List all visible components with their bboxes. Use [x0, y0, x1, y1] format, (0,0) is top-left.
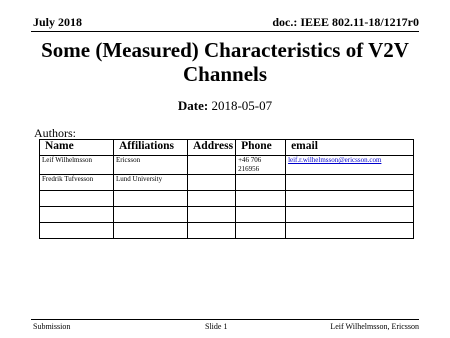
- header-affiliations: Affiliations: [114, 140, 188, 156]
- date-value: 2018-05-07: [211, 98, 273, 113]
- cell-email: [286, 207, 414, 223]
- cell-name: Fredrik Tufvesson: [40, 175, 114, 191]
- cell-email: [286, 223, 414, 239]
- footer-divider: [31, 319, 419, 320]
- header-divider: [31, 31, 419, 32]
- footer-slide-number: Slide 1: [205, 322, 228, 331]
- cell-address: [188, 207, 236, 223]
- cell-name: Leif Wilhelmsson: [40, 156, 114, 175]
- header-phone: Phone: [236, 140, 286, 156]
- table-row: [40, 207, 414, 223]
- footer-submission: Submission: [33, 322, 71, 331]
- cell-address: [188, 191, 236, 207]
- slide-title: Some (Measured) Characteristics of V2V Channels: [41, 38, 409, 86]
- header-doc-id: doc.: IEEE 802.11-18/1217r0: [272, 15, 419, 29]
- cell-address: [188, 223, 236, 239]
- footer-author: Leif Wilhelmsson, Ericsson: [330, 322, 419, 331]
- slide-date: [0, 98, 450, 114]
- cell-affiliation: Ericsson: [114, 156, 188, 175]
- cell-phone: [236, 207, 286, 223]
- cell-address: [188, 156, 236, 175]
- table-row: [40, 223, 414, 239]
- table-row: [40, 175, 414, 191]
- cell-affiliation: [114, 191, 188, 207]
- cell-name: [40, 207, 114, 223]
- cell-email: [286, 191, 414, 207]
- header-name: Name: [40, 140, 114, 156]
- table-row: [40, 191, 414, 207]
- authors-label: Authors:: [34, 126, 76, 140]
- cell-email: [286, 175, 414, 191]
- cell-affiliation: [114, 207, 188, 223]
- table-row: [40, 156, 414, 175]
- cell-name: [40, 223, 114, 239]
- header-email: email: [286, 140, 414, 156]
- cell-affiliation: [114, 223, 188, 239]
- header-date: July 2018: [33, 15, 83, 29]
- email-link[interactable]: leif.r.wilhelmsson@ericsson.com: [286, 156, 414, 175]
- cell-phone: [236, 223, 286, 239]
- header-address: Address: [188, 140, 236, 156]
- cell-phone: +46 706 216956: [236, 156, 286, 175]
- cell-name: [40, 191, 114, 207]
- cell-affiliation: Lund University: [114, 175, 188, 191]
- cell-phone: [236, 191, 286, 207]
- authors-table: [39, 139, 414, 239]
- cell-address: [188, 175, 236, 191]
- date-label: Date:: [177, 98, 209, 113]
- cell-phone: [236, 175, 286, 191]
- table-header-row: [40, 140, 414, 156]
